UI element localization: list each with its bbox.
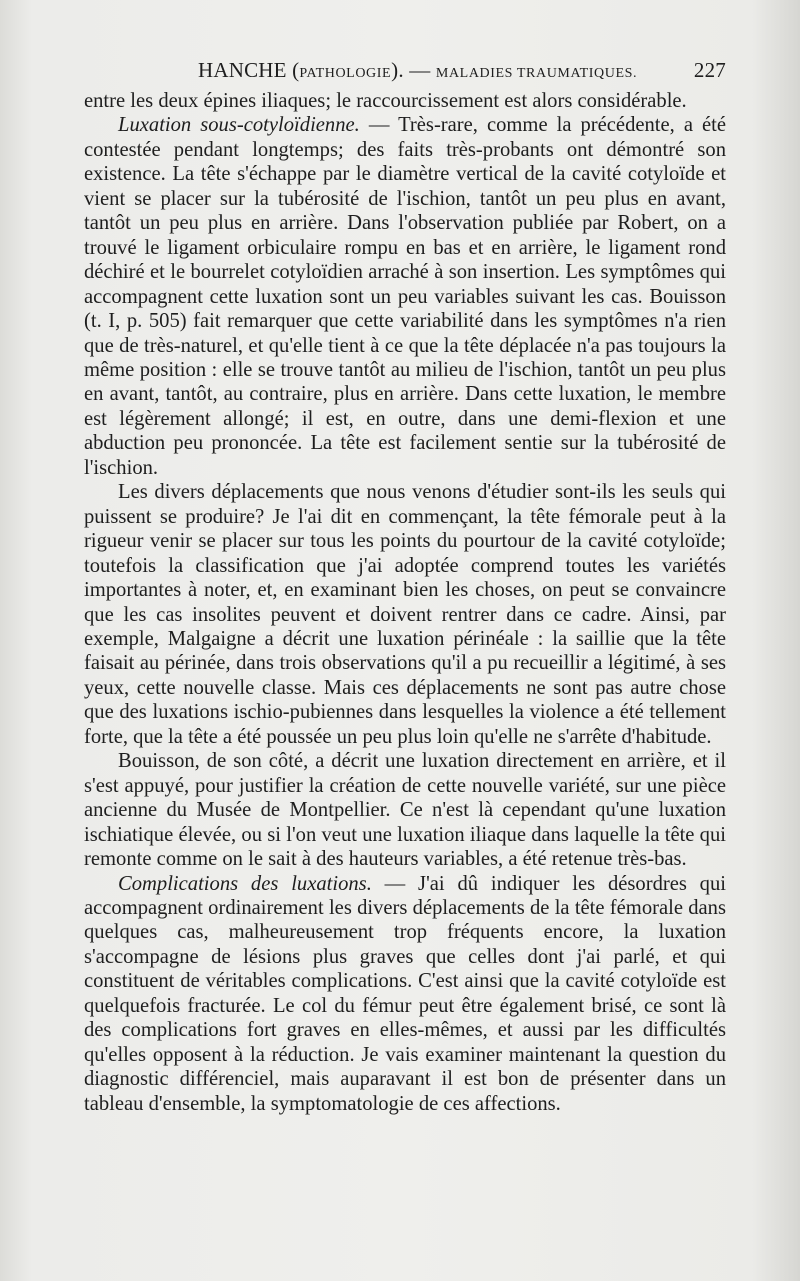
- paragraph-divers-deplacements: [84, 480, 726, 749]
- page-body: [84, 89, 726, 1116]
- title-section: MALADIES TRAUMATIQUES.: [435, 66, 638, 81]
- paragraph-text: Les divers déplacements que nous venons d'étudier sont-ils les seuls qui puissent se produire? Je l'ai dit en commençant, la tête fémorale peut à la rigueur venir se placer sur tous les points du pourtour de la cavité cotyloïde; toutefois la classification que j'ai adoptée comprend toutes les variétés importantes à noter, et, en examinant bien les choses, on peut se convaincre que les cas insolites peuvent et doivent rentrer dans ce cadre. Ainsi, par exemple, Malgaigne a décrit une luxation périnéale : la saillie que la tête faisait au périnée, dans trois observations qu'il a pu recueillir a légitimé, à ses yeux, cette nouvelle classe. Mais ces déplacements ne sont pas autre chose que des luxations ischio-pubiennes dans lesquelles la violence a été tellement forte, que la tête a été poussée un peu plus loin qu'elle ne s'arrête d'habitude.: [84, 481, 726, 748]
- page-number: 227: [693, 58, 726, 82]
- title-smallcaps: PATHOLOGIE: [299, 66, 392, 81]
- paragraph-text: — Très-rare, comme la précédente, a été contestée pendant longtemps; des faits très-probants ont démontré son existence. La tête s'échappe par le diamètre vertical de la cavité cotyloïde et vient se placer sur la tubérosité de l'ischion, tantôt un peu plus en avant, tantôt un peu plus en arrière. Dans l'observation publiée par Robert, on a trouvé le ligament orbiculaire rompu en bas et en arrière, le ligament rond déchiré et le bourrelet cotyloïdien arraché à son insertion. Les symptômes qui accompagnent cette luxation sont un peu variables suivant les cas. Bouisson (t. I, p. 505) fait remarquer que cette variabilité dans les symptômes n'a rien que de très-naturel, et qu'elle tient à ce que la tête déplacée n'a pas toujours la même position : elle se trouve tantôt au milieu de l'ischion, tantôt un peu plus en avant, tantôt, au contraire, plus en arrière. Dans cette luxation, le membre est légèrement allongé; il est, en outre, dans une demi-flexion et une abduction peu prononcée. La tête est facilement sentie sur la tubérosité de l'ischion.: [84, 114, 726, 479]
- paragraph-complications: [84, 872, 726, 1117]
- paragraph-sous-cotyloidienne: [84, 113, 726, 480]
- section-heading: Luxation sous-cotyloïdienne.: [118, 114, 360, 137]
- paragraph-text: — J'ai dû indiquer les désordres qui accompagnent ordinairement les divers déplacements de la tête fémorale dans quelques cas, malheureusement trop fréquents encore, la luxation s'accompagne de lésions plus graves que celles dont j'ai parlé, et qui constituent de véritables complications. C'est ainsi que la cavité cotyloïde est quelquefois fracturée. Le col du fémur peut être également brisé, ce sont là des complications fort graves en elles-mêmes, et aussi par les difficultés qu'elles opposent à la réduction. Je vais examiner maintenant la question du diagnostic différenciel, mais auparavant il est bon de présenter dans un tableau d'ensemble, la symptomatologie de ces affections.: [84, 872, 726, 1115]
- paragraph-text: entre les deux épines iliaques; le raccourcissement est alors considérable.: [84, 90, 687, 112]
- paragraph-text: Bouisson, de son côté, a décrit une luxation directement en arrière, et il s'est appuyé, pour justifier la création de cette nouvelle variété, sur une pièce ancienne du Musée de Montpellier. Ce n'est là cependant qu'une luxation ischiatique élevée, ou si l'on veut une luxation iliaque dans laquelle la tête qui remonte comme on le sait à des hauteurs variables, a été retenue très-bas.: [84, 750, 726, 871]
- title-main: HANCHE (: [198, 58, 300, 82]
- paragraph-bouisson: [84, 749, 726, 871]
- running-header: [84, 54, 726, 86]
- paragraph-continuation: [84, 89, 726, 113]
- running-title: [198, 58, 637, 83]
- title-separator: ). —: [391, 58, 436, 82]
- section-heading: Complications des luxations.: [118, 872, 372, 895]
